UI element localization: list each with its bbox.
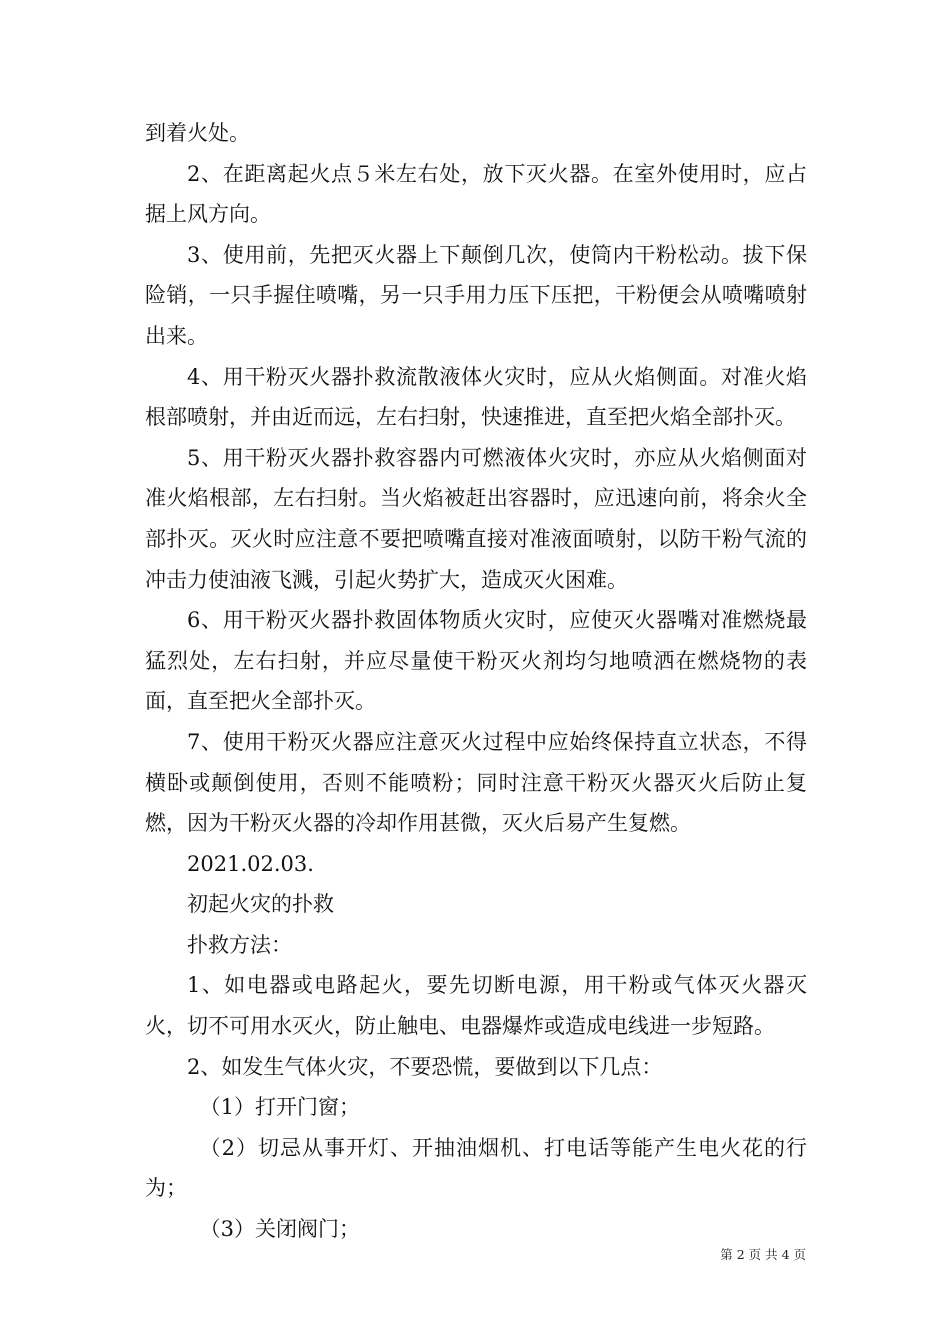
paragraph-step-7: 7、使用干粉灭火器应注意灭火过程中应始终保持直立状态，不得横卧或颠倒使用，否则不能喷粉；同时注意干粉灭火器灭火后防止复燃，因为干粉灭火器的冷却作用甚微，灭火后易产生复燃。 bbox=[145, 729, 807, 836]
section-heading: 初起火灾的扑救 bbox=[187, 892, 334, 917]
paragraph-step-5: 5、用干粉灭火器扑救容器内可燃液体火灾时，亦应从火焰侧面对准火焰根部，左右扫射。当火焰被赶出容器时，应迅速向前，将余火全部扑灭。灭火时应注意不要把喷嘴直接对准液面喷射，以防干粉气流的冲击力使油液飞溅，引起火势扩大，造成灭火困难。 bbox=[145, 445, 807, 592]
paragraph-step-3: 3、使用前，先把灭火器上下颠倒几次，使筒内干粉松动。拔下保险销，一只手握住喷嘴，另一只手用力压下压把，干粉便会从喷嘴喷射出来。 bbox=[145, 242, 807, 348]
paragraph-step-6: 6、用干粉灭火器扑救固体物质火灾时，应使灭火器嘴对准燃烧最猛烈处，左右扫射，并应尽量使干粉灭火剂均匀地喷洒在燃烧物的表面，直至把火全部扑灭。 bbox=[145, 608, 807, 714]
subsection-heading: 扑救方法： bbox=[187, 932, 292, 957]
list-item-2: （2）切忌从事开灯、开抽油烟机、打电话等能产生电火花的行为； bbox=[145, 1135, 807, 1201]
paragraph-step-4: 4、用干粉灭火器扑救流散液体火灾时，应从火焰侧面。对准火焰根部喷射，并由近而远，左右扫射，快速推进，直至把火焰全部扑灭。 bbox=[145, 364, 807, 430]
page-number-footer: 第 2 页 共 4 页 bbox=[720, 1247, 806, 1262]
paragraph-step-2: 2、在距离起火点５米左右处，放下灭火器。在室外使用时，应占据上风方向。 bbox=[145, 161, 807, 227]
document-body bbox=[145, 113, 807, 1250]
paragraph-method-1: 1、如电器或电路起火，要先切断电源，用干粉或气体灭火器灭火，切不可用水灭火，防止触电、电器爆炸或造成电线进一步短路。 bbox=[145, 973, 807, 1039]
date-line: 2021.02.03. bbox=[187, 851, 314, 876]
paragraph-continuation: 到着火处。 bbox=[145, 121, 250, 145]
list-item-3: （3）关闭阀门； bbox=[199, 1217, 360, 1242]
paragraph-method-2: 2、如发生气体火灾，不要恐慌，要做到以下几点： bbox=[187, 1054, 663, 1079]
list-item-1: （1）打开门窗； bbox=[199, 1095, 360, 1120]
